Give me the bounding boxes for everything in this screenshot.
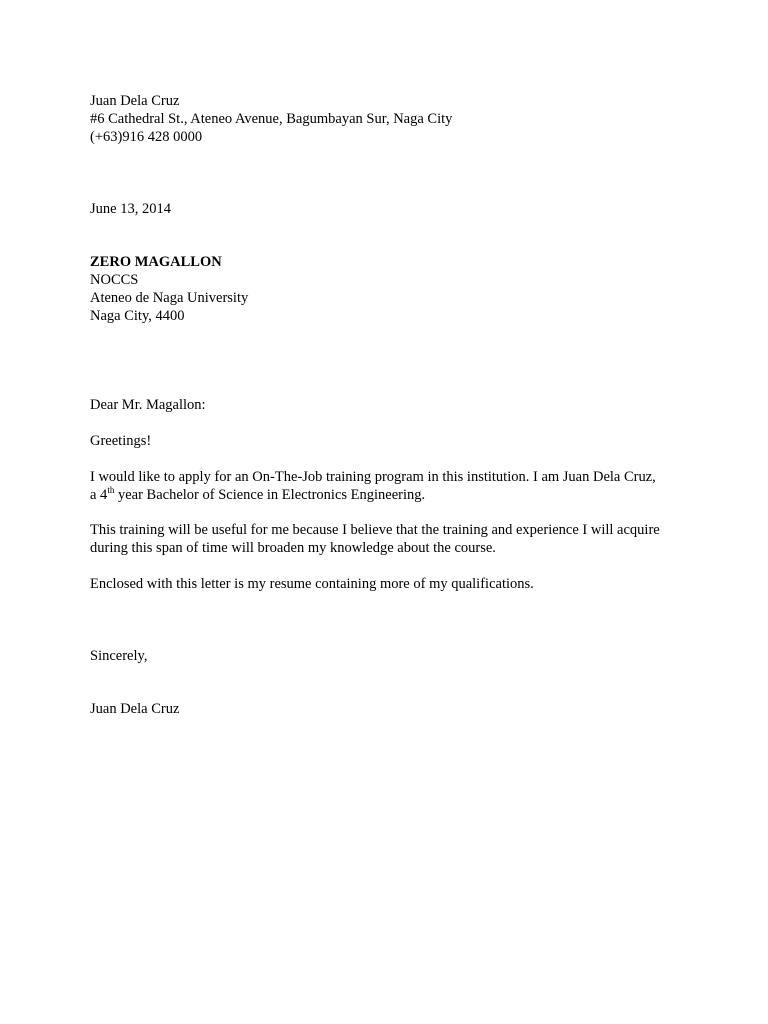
recipient-department: NOCCS xyxy=(90,272,139,288)
body-paragraph-3: Enclosed with this letter is my resume containing more of my qualifications. xyxy=(90,576,534,592)
year-prefix: a 4 xyxy=(90,487,108,503)
recipient-institution: Ateneo de Naga University xyxy=(90,290,249,306)
salutation: Dear Mr. Magallon: xyxy=(90,397,206,413)
recipient-name: ZERO MAGALLON xyxy=(90,254,222,270)
sender-name: Juan Dela Cruz xyxy=(90,93,180,109)
sender-phone: (+63)916 428 0000 xyxy=(90,129,203,145)
body-paragraph-1-line-1: I would like to apply for an On-The-Job training program in this institution. I am Juan Dela Cruz, xyxy=(90,469,656,485)
greeting: Greetings! xyxy=(90,433,152,449)
body-paragraph-2-line-1: This training will be useful for me because I believe that the training and experience I will acquire xyxy=(90,522,660,538)
body-paragraph-1-line-2 xyxy=(90,486,425,504)
sender-address: #6 Cathedral St., Ateneo Avenue, Bagumbayan Sur, Naga City xyxy=(90,111,453,127)
recipient-city: Naga City, 4400 xyxy=(90,308,185,324)
degree-text: year Bachelor of Science in Electronics Engineering. xyxy=(114,487,426,503)
ordinal-suffix: th xyxy=(107,485,115,495)
closing: Sincerely, xyxy=(90,648,148,664)
body-paragraph-2-line-2: during this span of time will broaden my knowledge about the course. xyxy=(90,540,496,556)
signature-name: Juan Dela Cruz xyxy=(90,701,180,717)
letter-date: June 13, 2014 xyxy=(90,201,171,217)
